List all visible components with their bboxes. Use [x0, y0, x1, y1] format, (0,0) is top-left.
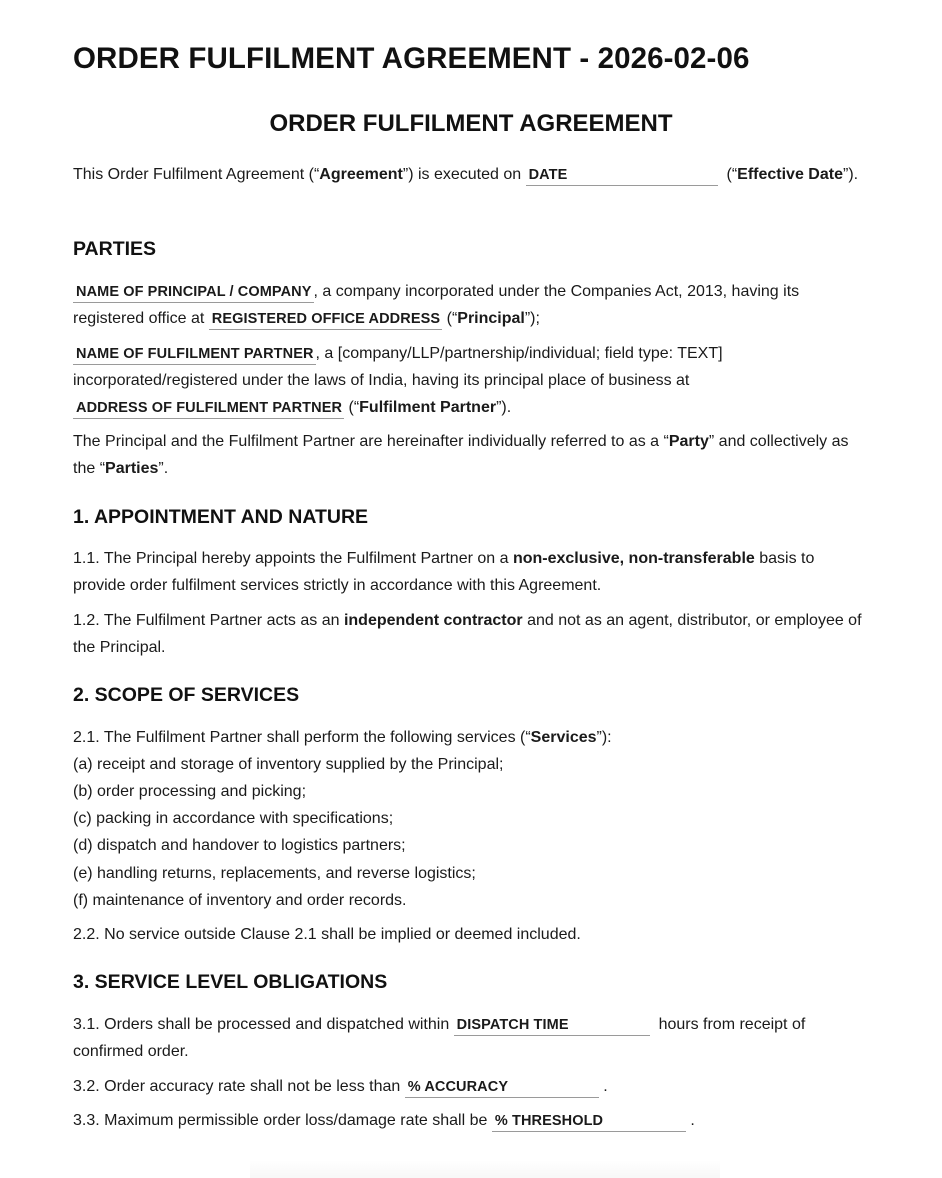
services-item-a: (a) receipt and storage of inventory supplied by the Principal; [73, 756, 504, 773]
section-3-heading: 3. SERVICE LEVEL OBLIGATIONS [73, 971, 388, 993]
services-item-b: (b) order processing and picking; [73, 783, 307, 800]
fulfilment-partner-name-field[interactable]: NAME OF FULFILMENT PARTNER [73, 345, 316, 365]
services-item-e: (e) handling returns, replacements, and reverse logistics; [73, 865, 476, 882]
document-title: ORDER FULFILMENT AGREEMENT - 2026-02-06 [73, 42, 750, 75]
clause-2-2: 2.2. No service outside Clause 2.1 shall be implied or deemed included. [73, 926, 581, 943]
clause-3-1: 3.1. Orders shall be processed and dispatched within DISPATCH TIME hours from receipt of confirmed order. [73, 1016, 806, 1060]
fulfilment-partner-paragraph: NAME OF FULFILMENT PARTNER , a [company/LLP/partnership/individual; field type: TEXT] incorporated/registered under the laws of India, having its principal place of business at ADDRESS OF FULFILMENT PARTNER (“Fulfilment Partner”). [73, 340, 869, 421]
fulfilment-partner-address-field[interactable]: ADDRESS OF FULFILMENT PARTNER [73, 399, 344, 419]
section-1-heading: 1. APPOINTMENT AND NATURE [73, 506, 369, 528]
principal-name-field[interactable]: NAME OF PRINCIPAL / COMPANY [73, 283, 314, 303]
agreement-title: ORDER FULFILMENT AGREEMENT [269, 110, 673, 137]
dispatch-time-field[interactable]: DISPATCH TIME [454, 1016, 650, 1036]
section-2-heading: 2. SCOPE OF SERVICES [73, 684, 300, 706]
clause-1-1: 1.1. The Principal hereby appoints the Fulfilment Partner on a non-exclusive, non-transferable basis to provide order fulfilment services strictly in accordance with this Agreement. [73, 550, 815, 594]
accuracy-field[interactable]: % ACCURACY [405, 1078, 599, 1098]
services-item-f: (f) maintenance of inventory and order records. [73, 892, 407, 909]
services-item-c: (c) packing in accordance with specifications; [73, 810, 394, 827]
services-item-d: (d) dispatch and handover to logistics partners; [73, 837, 406, 854]
loss-threshold-field[interactable]: % THRESHOLD [492, 1112, 686, 1132]
effective-date-field[interactable]: DATE [526, 166, 718, 186]
principal-paragraph: NAME OF PRINCIPAL / COMPANY , a company incorporated under the Companies Act, 2013, having its registered office at REGISTERED OFFICE ADDRESS (“Principal”); [73, 278, 869, 332]
clause-3-3: 3.3. Maximum permissible order loss/damage rate shall be % THRESHOLD . [73, 1107, 869, 1134]
clause-1-2: 1.2. The Fulfilment Partner acts as an independent contractor and not as an agent, distributor, or employee of the Principal. [73, 612, 862, 656]
page-bottom-fade [250, 1160, 720, 1178]
intro-paragraph: This Order Fulfilment Agreement (“Agreement”) is executed on DATE (“Effective Date”). [73, 161, 869, 188]
clause-3-2: 3.2. Order accuracy rate shall not be less than % ACCURACY . [73, 1073, 869, 1100]
registered-office-address-field[interactable]: REGISTERED OFFICE ADDRESS [209, 310, 442, 330]
parties-definition-paragraph: The Principal and the Fulfilment Partner are hereinafter individually referred to as a “Party” and collectively as the “Parties”. [73, 433, 849, 477]
parties-heading: PARTIES [73, 238, 157, 260]
clause-2-1: 2.1. The Fulfilment Partner shall perform the following services (“Services”): [73, 729, 612, 746]
